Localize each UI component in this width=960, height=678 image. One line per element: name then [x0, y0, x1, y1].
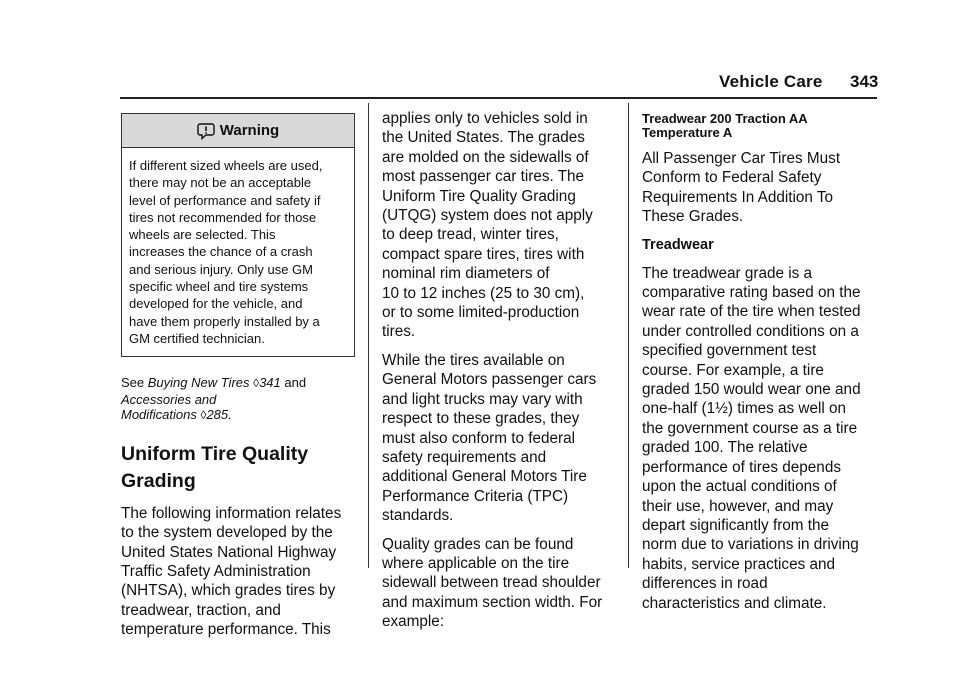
see-prefix: See — [121, 375, 148, 391]
conformance-statement — [642, 149, 878, 227]
grade-example — [642, 112, 878, 140]
xref-page-1: 341 — [259, 375, 281, 391]
text-line: The following information relates — [121, 504, 342, 522]
link-accessories-line1[interactable]: Accessories and — [121, 391, 217, 407]
text-line: performance of tires depends — [642, 458, 841, 476]
running-section-title: Vehicle Care — [719, 72, 823, 91]
text-line: and maximum section width. For — [382, 593, 603, 611]
text-line: tires. — [382, 323, 416, 341]
section-heading-line2: Grading — [121, 469, 196, 492]
text-line: depart significantly from the — [642, 516, 830, 534]
text-line: treadwear, traction, and — [121, 601, 281, 619]
column-3 — [642, 112, 878, 613]
intro-paragraph — [121, 504, 355, 640]
text-line: Performance Criteria (TPC) — [382, 487, 569, 505]
text-line: norm due to variations in driving — [642, 536, 859, 554]
text-line: These Grades. — [642, 208, 744, 226]
text-line: Temperature A — [642, 125, 733, 140]
column-1 — [121, 113, 355, 640]
section-heading — [121, 441, 355, 495]
column-divider-1 — [368, 103, 369, 568]
text-line: 10 to 12 inches (25 to 30 cm), — [382, 284, 585, 302]
warning-title: Warning — [219, 122, 280, 139]
text-line: and serious injury. Only use GM — [129, 261, 313, 277]
section-heading-line1: Uniform Tire Quality — [121, 442, 309, 465]
text-line: Conform to Federal Safety — [642, 169, 822, 187]
column-divider-2 — [628, 103, 629, 568]
text-line: comparative rating based on the — [642, 284, 861, 302]
text-line: one-half (1½) times as well on — [642, 400, 847, 418]
text-line: temperature performance. This — [121, 621, 331, 639]
xref-icon: ◊ — [200, 408, 207, 423]
warning-text — [122, 148, 354, 356]
xref-page-2: 285. — [206, 407, 232, 423]
text-line: under controlled conditions on a — [642, 322, 859, 340]
treadwear-paragraph — [642, 264, 878, 613]
text-line: to the system developed by the — [121, 524, 333, 542]
text-line: wheels are selected. This — [129, 227, 276, 243]
see-and: and — [280, 375, 307, 391]
text-line: where applicable on the tire — [382, 554, 570, 572]
text-line: have them properly installed by a — [129, 313, 320, 329]
text-line: the government course as a tire — [642, 419, 858, 437]
column-2 — [382, 109, 614, 632]
text-line: specific wheel and tire systems — [129, 279, 309, 295]
link-buying-new-tires[interactable]: Buying New Tires — [147, 375, 250, 391]
text-line: are molded on the sidewalls of — [382, 148, 589, 166]
gm-conformance-paragraph — [382, 351, 614, 526]
text-line: level of performance and safety if — [129, 192, 321, 208]
text-line: their use, however, and may — [642, 497, 834, 515]
text-line: there may not be an acceptable — [129, 175, 312, 191]
text-line: or to some limited-production — [382, 304, 580, 322]
link-accessories-line2[interactable]: Modifications — [121, 407, 197, 423]
page-header — [0, 72, 960, 96]
text-line: upon the actual conditions of — [642, 478, 837, 496]
text-line: example: — [382, 613, 445, 631]
text-line: most passenger car tires. The — [382, 168, 585, 186]
text-line: respect to these grades, they — [382, 410, 580, 428]
grade-location-paragraph — [382, 535, 614, 632]
text-line: the United States. The grades — [382, 129, 585, 147]
text-line: General Motors passenger cars — [382, 371, 597, 389]
text-line: Treadwear 200 Traction AA — [642, 111, 808, 126]
text-line: graded 150 would wear one and — [642, 381, 861, 399]
text-line: characteristics and climate. — [642, 594, 827, 612]
text-line: must also conform to federal — [382, 429, 575, 447]
text-line: developed for the vehicle, and — [129, 296, 303, 312]
text-line: (UTQG) system does not apply — [382, 207, 593, 225]
utqg-scope-paragraph — [382, 109, 614, 342]
text-line: additional General Motors Tire — [382, 468, 587, 486]
text-line: course. For example, a tire — [642, 361, 824, 379]
warning-header — [122, 114, 354, 148]
text-line: differences in road — [642, 575, 768, 593]
text-line: The treadwear grade is a — [642, 264, 813, 282]
text-line: United States National Highway — [121, 543, 337, 561]
warning-box — [121, 113, 355, 357]
text-line: Traffic Safety Administration — [121, 562, 311, 580]
page-number: 343 — [850, 72, 879, 91]
text-line: GM certified technician. — [129, 330, 265, 346]
text-line: specified government test — [642, 342, 817, 360]
text-line: Uniform Tire Quality Grading — [382, 187, 576, 205]
text-line: graded 100. The relative — [642, 439, 808, 457]
text-line: and light trucks may vary with — [382, 390, 583, 408]
text-line: sidewall between tread shoulder — [382, 574, 601, 592]
text-line: safety requirements and — [382, 448, 547, 466]
treadwear-heading: Treadwear — [642, 236, 714, 253]
text-line: If different sized wheels are used, — [129, 158, 323, 173]
text-line: tires not recommended for those — [129, 209, 317, 225]
text-line: standards. — [382, 507, 454, 525]
text-line: wear rate of the tire when tested — [642, 303, 861, 321]
text-line: increases the chance of a crash — [129, 244, 313, 260]
text-line: to deep tread, winter tires, — [382, 226, 559, 244]
xref-icon: ◊ — [253, 376, 260, 391]
header-rule — [120, 97, 877, 99]
text-line: Requirements In Addition To — [642, 188, 834, 206]
text-line: (NHTSA), which grades tires by — [121, 582, 336, 600]
text-line: habits, service practices and — [642, 555, 836, 573]
text-line: compact spare tires, tires with — [382, 245, 585, 263]
cross-reference — [121, 375, 355, 424]
text-line: All Passenger Car Tires Must — [642, 150, 841, 167]
text-line: applies only to vehicles sold in — [382, 110, 588, 127]
text-line: nominal rim diameters of — [382, 265, 550, 283]
text-line: While the tires available on — [382, 351, 565, 369]
warning-icon — [197, 122, 215, 140]
text-line: Quality grades can be found — [382, 535, 574, 553]
